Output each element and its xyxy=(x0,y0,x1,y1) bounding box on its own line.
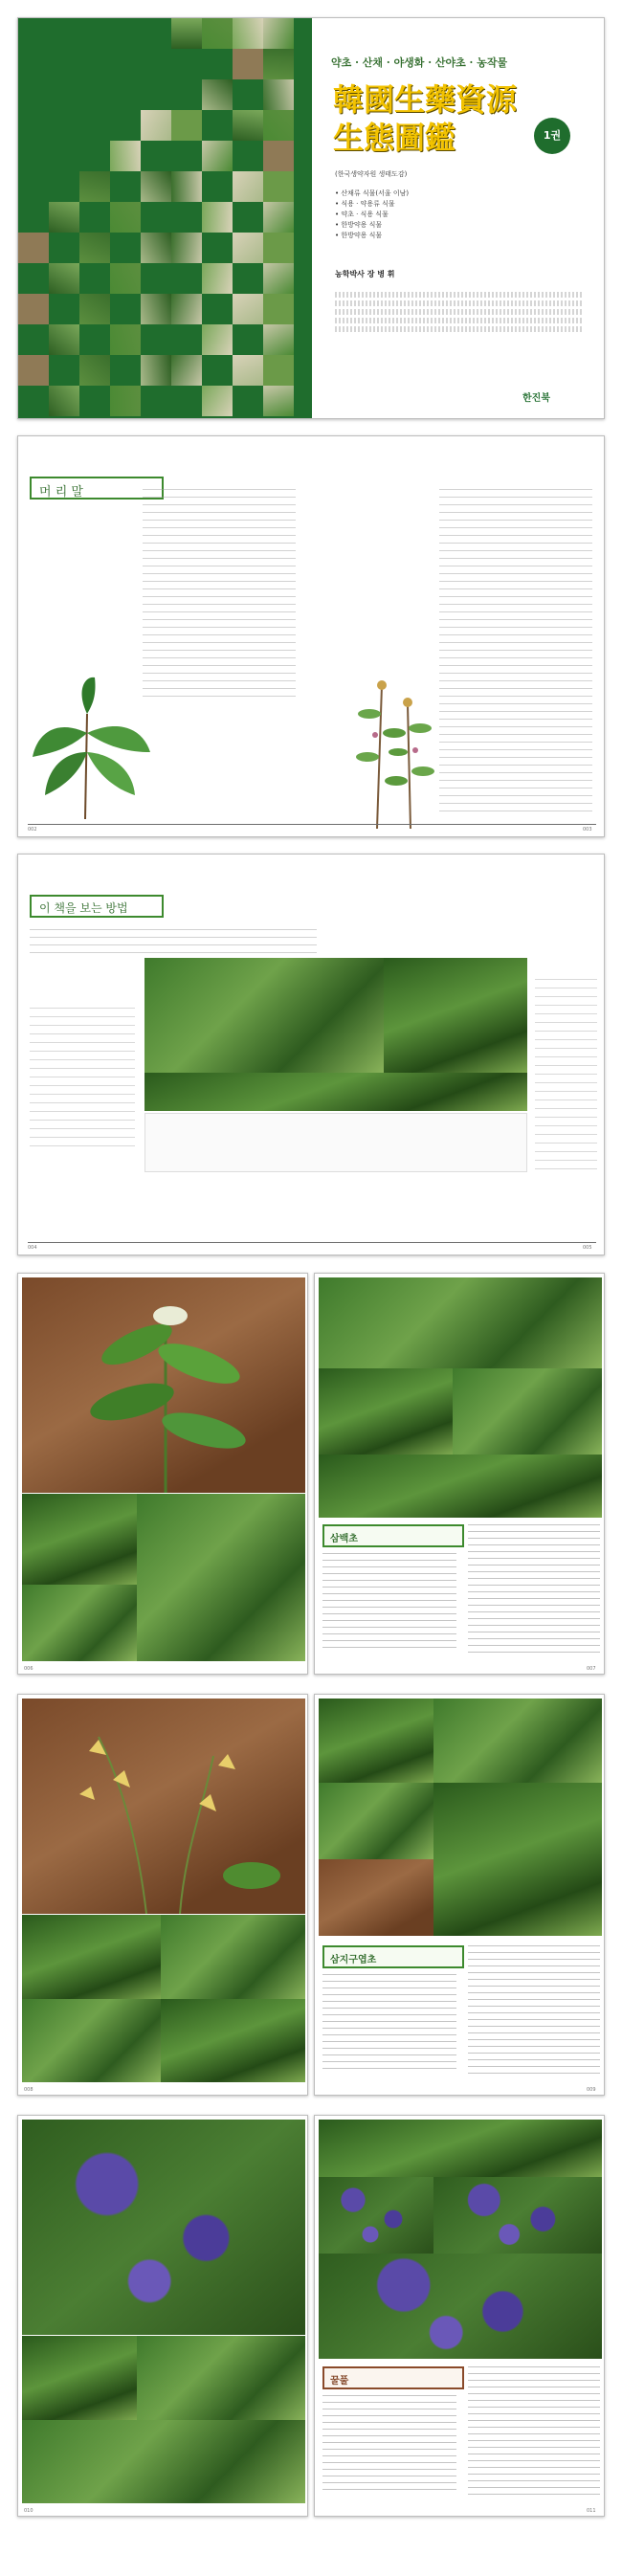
thumb-photo xyxy=(319,2177,433,2254)
mosaic-photo-tile xyxy=(79,233,110,263)
thumb-photo xyxy=(22,1915,161,1999)
howto-sample-photo-main xyxy=(144,958,384,1073)
cover-title-line1: 韓國生藥資源 xyxy=(333,81,518,118)
mosaic-photo-tile xyxy=(18,233,49,263)
howto-sample-text-block xyxy=(144,1113,527,1172)
species-label-box xyxy=(322,1524,464,1547)
cover-list-item: • 식용 · 약용류 식물 xyxy=(335,200,395,208)
howto-callout-right xyxy=(535,979,597,1170)
mosaic-photo-tile xyxy=(233,171,263,202)
preface-spread xyxy=(17,435,605,837)
mosaic-photo-tile xyxy=(49,386,79,416)
mosaic-photo-tile xyxy=(171,294,202,324)
mosaic-photo-tile xyxy=(171,233,202,263)
mosaic-photo-tile xyxy=(110,324,141,355)
cover-list-item: • 한방약용 식물 xyxy=(335,232,383,239)
preface-plant-illustration-left xyxy=(28,676,152,819)
main-plant-photo xyxy=(22,1699,305,1914)
thumb-photo xyxy=(433,1699,602,1783)
thumb-photo xyxy=(453,1368,602,1455)
preface-plant-illustration-right xyxy=(339,666,444,829)
mosaic-photo-tile xyxy=(110,202,141,233)
mosaic-photo-tile xyxy=(171,110,202,141)
mosaic-photo-tile xyxy=(233,233,263,263)
mosaic-photo-tile xyxy=(110,263,141,294)
species-info-text xyxy=(322,1553,456,1654)
mosaic-photo-tile xyxy=(263,171,294,202)
thumb-photo xyxy=(22,1585,137,1661)
main-plant-photo xyxy=(22,2120,305,2335)
mosaic-photo-tile xyxy=(171,171,202,202)
howto-heading: 이 책을 보는 방법 xyxy=(39,901,128,915)
mosaic-photo-tile xyxy=(263,110,294,141)
mosaic-photo-tile xyxy=(202,386,233,416)
species-page-right xyxy=(314,1273,605,1675)
mosaic-photo-tile xyxy=(233,355,263,386)
cover-title-line2: 生態圖鑑 xyxy=(333,120,456,156)
thumb-photo xyxy=(22,2336,137,2420)
thumb-photo xyxy=(319,1455,602,1518)
cover-author: 농학박사 장 병 휘 xyxy=(335,270,395,278)
thumb-photo xyxy=(22,2420,305,2503)
page-number-right: 011 xyxy=(587,2508,596,2514)
howto-intro-text xyxy=(30,929,317,954)
mosaic-photo-tile xyxy=(263,386,294,416)
mosaic-photo-tile xyxy=(263,141,294,171)
mosaic-photo-tile xyxy=(233,49,263,79)
species-label-box xyxy=(322,2366,464,2389)
preface-text-col-2 xyxy=(439,489,592,814)
thumb-photo xyxy=(319,1783,433,1859)
mosaic-photo-tile xyxy=(49,202,79,233)
thumb-photo xyxy=(319,2120,602,2177)
howto-heading-box xyxy=(30,895,164,918)
mosaic-photo-tile xyxy=(141,110,171,141)
cover-list-item: • 산채류 식물(서울 이남) xyxy=(335,189,410,197)
mosaic-photo-tile xyxy=(263,79,294,110)
species-info-text xyxy=(322,2395,456,2496)
main-plant-photo xyxy=(22,1277,305,1493)
cover-contents-list xyxy=(335,189,574,241)
species-page-left xyxy=(17,1694,308,2096)
species-name: 삼지구엽초 xyxy=(330,1955,377,1965)
mosaic-photo-tile xyxy=(202,263,233,294)
species-description-text xyxy=(468,2366,600,2496)
species-name: 삼백초 xyxy=(330,1534,358,1544)
mosaic-photo-tile xyxy=(202,18,233,49)
thumb-photo xyxy=(319,1277,602,1368)
cover-list-item: • 약초 · 식용 식물 xyxy=(335,211,389,218)
mosaic-photo-tile xyxy=(263,263,294,294)
mosaic-photo-tile xyxy=(171,18,202,49)
thumb-photo xyxy=(319,2254,602,2359)
species-spread-2 xyxy=(17,1694,605,2096)
species-description-text xyxy=(468,1524,600,1654)
thumb-photo xyxy=(137,1494,305,1661)
species-page-right xyxy=(314,2115,605,2517)
cover-subtitle: (한국생약자원 생태도감) xyxy=(335,170,408,178)
mosaic-photo-tile xyxy=(79,355,110,386)
mosaic-photo-tile xyxy=(263,294,294,324)
mosaic-photo-tile xyxy=(110,386,141,416)
mosaic-photo-tile xyxy=(233,18,263,49)
species-page-left xyxy=(17,1273,308,1675)
cover-right-panel xyxy=(312,18,605,419)
thumb-photo xyxy=(137,2336,305,2420)
page-number-left: 008 xyxy=(24,2087,33,2093)
mosaic-photo-tile xyxy=(202,79,233,110)
thumb-photo xyxy=(433,1783,602,1936)
page-number-right: 009 xyxy=(587,2087,596,2093)
thumb-photo xyxy=(433,2177,602,2254)
cover-list-item: • 한방약용 식물 xyxy=(335,221,383,229)
cover-spread xyxy=(17,17,605,419)
mosaic-photo-tile xyxy=(79,171,110,202)
mosaic-photo-tile xyxy=(233,294,263,324)
species-name: 꿀풀 xyxy=(330,2376,349,2387)
cover-tagline: 약초 · 산채 · 야생화 · 산야초 · 농작물 xyxy=(331,56,508,69)
mosaic-photo-tile xyxy=(202,141,233,171)
species-page-left xyxy=(17,2115,308,2517)
mosaic-photo-tile xyxy=(79,294,110,324)
publisher-logo: 한진북 xyxy=(522,393,550,404)
mosaic-photo-tile xyxy=(110,141,141,171)
howto-spread xyxy=(17,854,605,1255)
mosaic-photo-tile xyxy=(18,355,49,386)
mosaic-photo-tile xyxy=(49,263,79,294)
species-label-box xyxy=(322,1945,464,1968)
mosaic-photo-tile xyxy=(263,202,294,233)
preface-page-number-right: 003 xyxy=(583,827,592,833)
preface-page-number-left: 002 xyxy=(28,827,37,833)
mosaic-photo-tile xyxy=(49,324,79,355)
howto-callout-left xyxy=(30,1008,135,1151)
howto-page-number-right: 005 xyxy=(583,1245,592,1251)
mosaic-photo-tile xyxy=(233,110,263,141)
mosaic-photo-tile xyxy=(202,324,233,355)
howto-page-number-left: 004 xyxy=(28,1245,37,1251)
cover-left-panel xyxy=(18,18,312,419)
mosaic-photo-tile xyxy=(18,294,49,324)
howto-footer-line xyxy=(28,1242,596,1243)
thumb-photo xyxy=(22,1494,137,1585)
thumb-photo xyxy=(22,1999,161,2082)
mosaic-photo-tile xyxy=(171,355,202,386)
mosaic-photo-tile xyxy=(263,18,294,49)
species-spread-1 xyxy=(17,1273,605,1675)
mosaic-photo-tile xyxy=(141,294,171,324)
preface-text-col-1 xyxy=(143,489,296,700)
species-description-text xyxy=(468,1945,600,2075)
thumb-photo xyxy=(319,1859,433,1936)
mosaic-photo-tile xyxy=(202,202,233,233)
howto-sample-photo-strip xyxy=(144,1073,527,1111)
preface-heading: 머 리 말 xyxy=(39,485,83,500)
howto-sample-photo-right xyxy=(384,958,527,1073)
thumb-photo xyxy=(319,1368,453,1455)
preface-footer-line xyxy=(28,824,596,825)
mosaic-photo-tile xyxy=(263,49,294,79)
thumb-photo xyxy=(161,1915,305,1999)
page-number-right: 007 xyxy=(587,1666,596,1672)
mosaic-photo-tile xyxy=(141,171,171,202)
thumb-photo xyxy=(319,1699,433,1783)
cover-volume-badge: 1권 xyxy=(534,118,570,154)
mosaic-photo-tile xyxy=(263,233,294,263)
mosaic-photo-tile xyxy=(263,355,294,386)
page-number-left: 006 xyxy=(24,1666,33,1672)
thumb-photo xyxy=(161,1999,305,2082)
cover-blurb xyxy=(335,292,584,349)
mosaic-photo-tile xyxy=(263,324,294,355)
species-spread-3 xyxy=(17,2115,605,2517)
species-info-text xyxy=(322,1974,456,2075)
species-page-right xyxy=(314,1694,605,2096)
mosaic-photo-tile xyxy=(141,355,171,386)
mosaic-photo-tile xyxy=(141,233,171,263)
page-number-left: 010 xyxy=(24,2508,33,2514)
